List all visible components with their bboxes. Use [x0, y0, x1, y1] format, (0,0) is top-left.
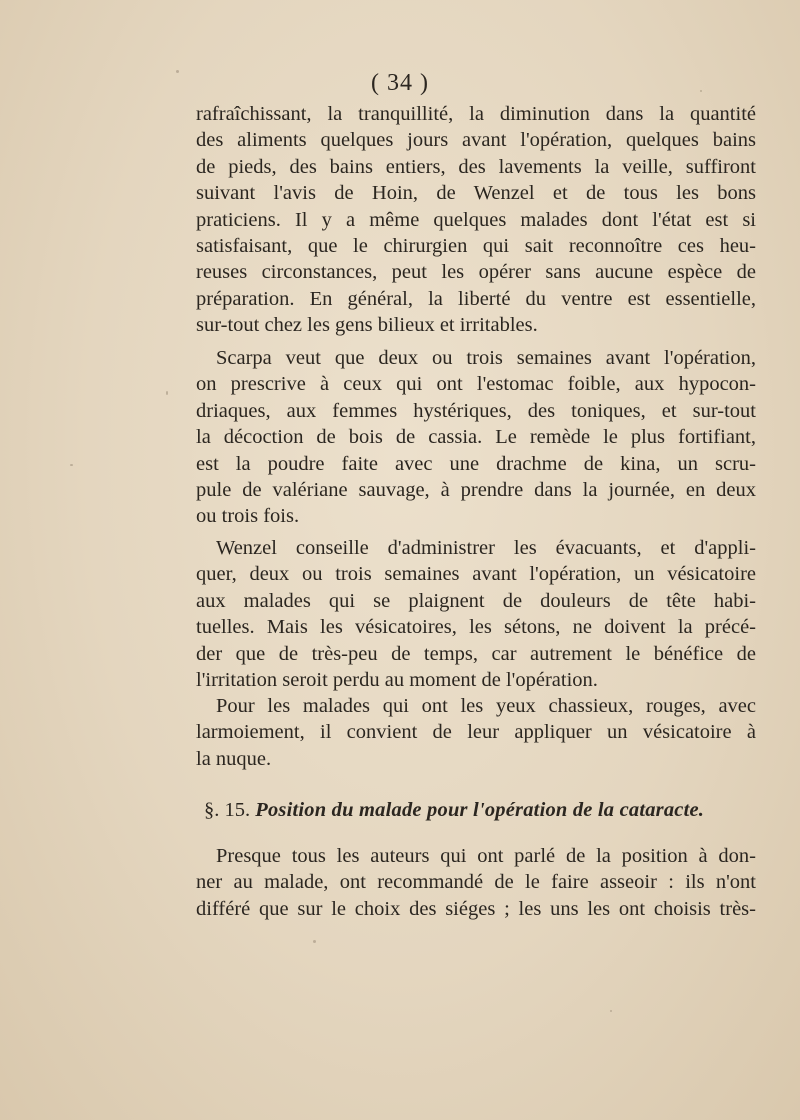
text-line: préparation. En général, la liberté du ventre est essentielle,	[196, 287, 756, 310]
text-line: suivant l'avis de Hoin, de Wenzel et de tous les bons	[196, 182, 756, 205]
text-line: quer, deux ou trois semaines avant l'opération, un vésicatoire	[196, 563, 756, 586]
section-title: Position du malade pour l'opération de la cataracte.	[255, 799, 705, 821]
section-number: §. 15.	[204, 799, 251, 821]
text-line: différé que sur le choix des siéges ; les uns les ont choisis très-	[196, 897, 756, 920]
text-line: on prescrive à ceux qui ont l'estomac foible, aux hypocon-	[196, 373, 756, 396]
paper-speck	[313, 940, 316, 943]
text-line: aux malades qui se plaignent de douleurs de tête habi-	[196, 589, 756, 612]
text-line: larmoiement, il convient de leur appliquer un vésicatoire à	[196, 721, 756, 744]
paragraph-2	[196, 345, 756, 530]
text-line: rafraîchissant, la tranquillité, la diminution dans la quantité	[196, 103, 756, 125]
text-line: driaques, aux femmes hystériques, des toniques, et sur-tout	[196, 399, 756, 422]
text-line: ou trois fois.	[196, 505, 300, 528]
text-line: Pour les malades qui ont les yeux chassieux, rouges, avec	[216, 695, 756, 717]
text-line: der que de très-peu de temps, car autrement le bénéfice de	[196, 642, 756, 665]
paragraph-1	[196, 101, 756, 339]
section-heading	[204, 797, 764, 823]
page-number: ( 34 )	[371, 70, 429, 96]
text-line: reuses circonstances, peut les opérer sans aucune espèce de	[196, 261, 756, 284]
paper-speck	[70, 464, 73, 466]
text-line: ner au malade, ont recommandé de le faire asseoir : ils n'ont	[196, 871, 756, 894]
text-line: la décoction de bois de cassia. Le remède le plus fortifiant,	[196, 426, 756, 449]
paper-speck	[700, 90, 702, 92]
text-line: Presque tous les auteurs qui ont parlé de la position à don-	[216, 845, 756, 867]
text-line: des aliments quelques jours avant l'opération, quelques bains	[196, 129, 756, 152]
text-line: de pieds, des bains entiers, des lavements la veille, suffiront	[196, 155, 756, 178]
text-line: tuelles. Mais les vésicatoires, les sétons, ne doivent la précé-	[196, 616, 756, 639]
text-line: Scarpa veut que deux ou trois semaines avant l'opération,	[216, 347, 756, 369]
paragraph-4	[196, 693, 756, 772]
text-line: satisfaisant, que le chirurgien qui sait reconnoître ces heu-	[196, 234, 756, 257]
text-line: est la poudre faite avec une drachme de kina, un scru-	[196, 452, 756, 475]
paper-speck	[166, 391, 168, 395]
paper-speck	[610, 1010, 612, 1012]
text-line: pule de valériane sauvage, à prendre dans la journée, en deux	[196, 478, 756, 501]
text-line: sur-tout chez les gens bilieux et irritables.	[196, 314, 538, 337]
text-line: la nuque.	[196, 747, 272, 770]
paper-speck	[176, 70, 179, 73]
text-line: praticiens. Il y a même quelques malades dont l'état est si	[196, 208, 756, 231]
text-line: Wenzel conseille d'administrer les évacuants, et d'appli-	[216, 537, 756, 559]
paragraph-3	[196, 535, 756, 693]
text-line: l'irritation seroit perdu au moment de l'opération.	[196, 668, 598, 691]
paragraph-5	[196, 843, 756, 922]
